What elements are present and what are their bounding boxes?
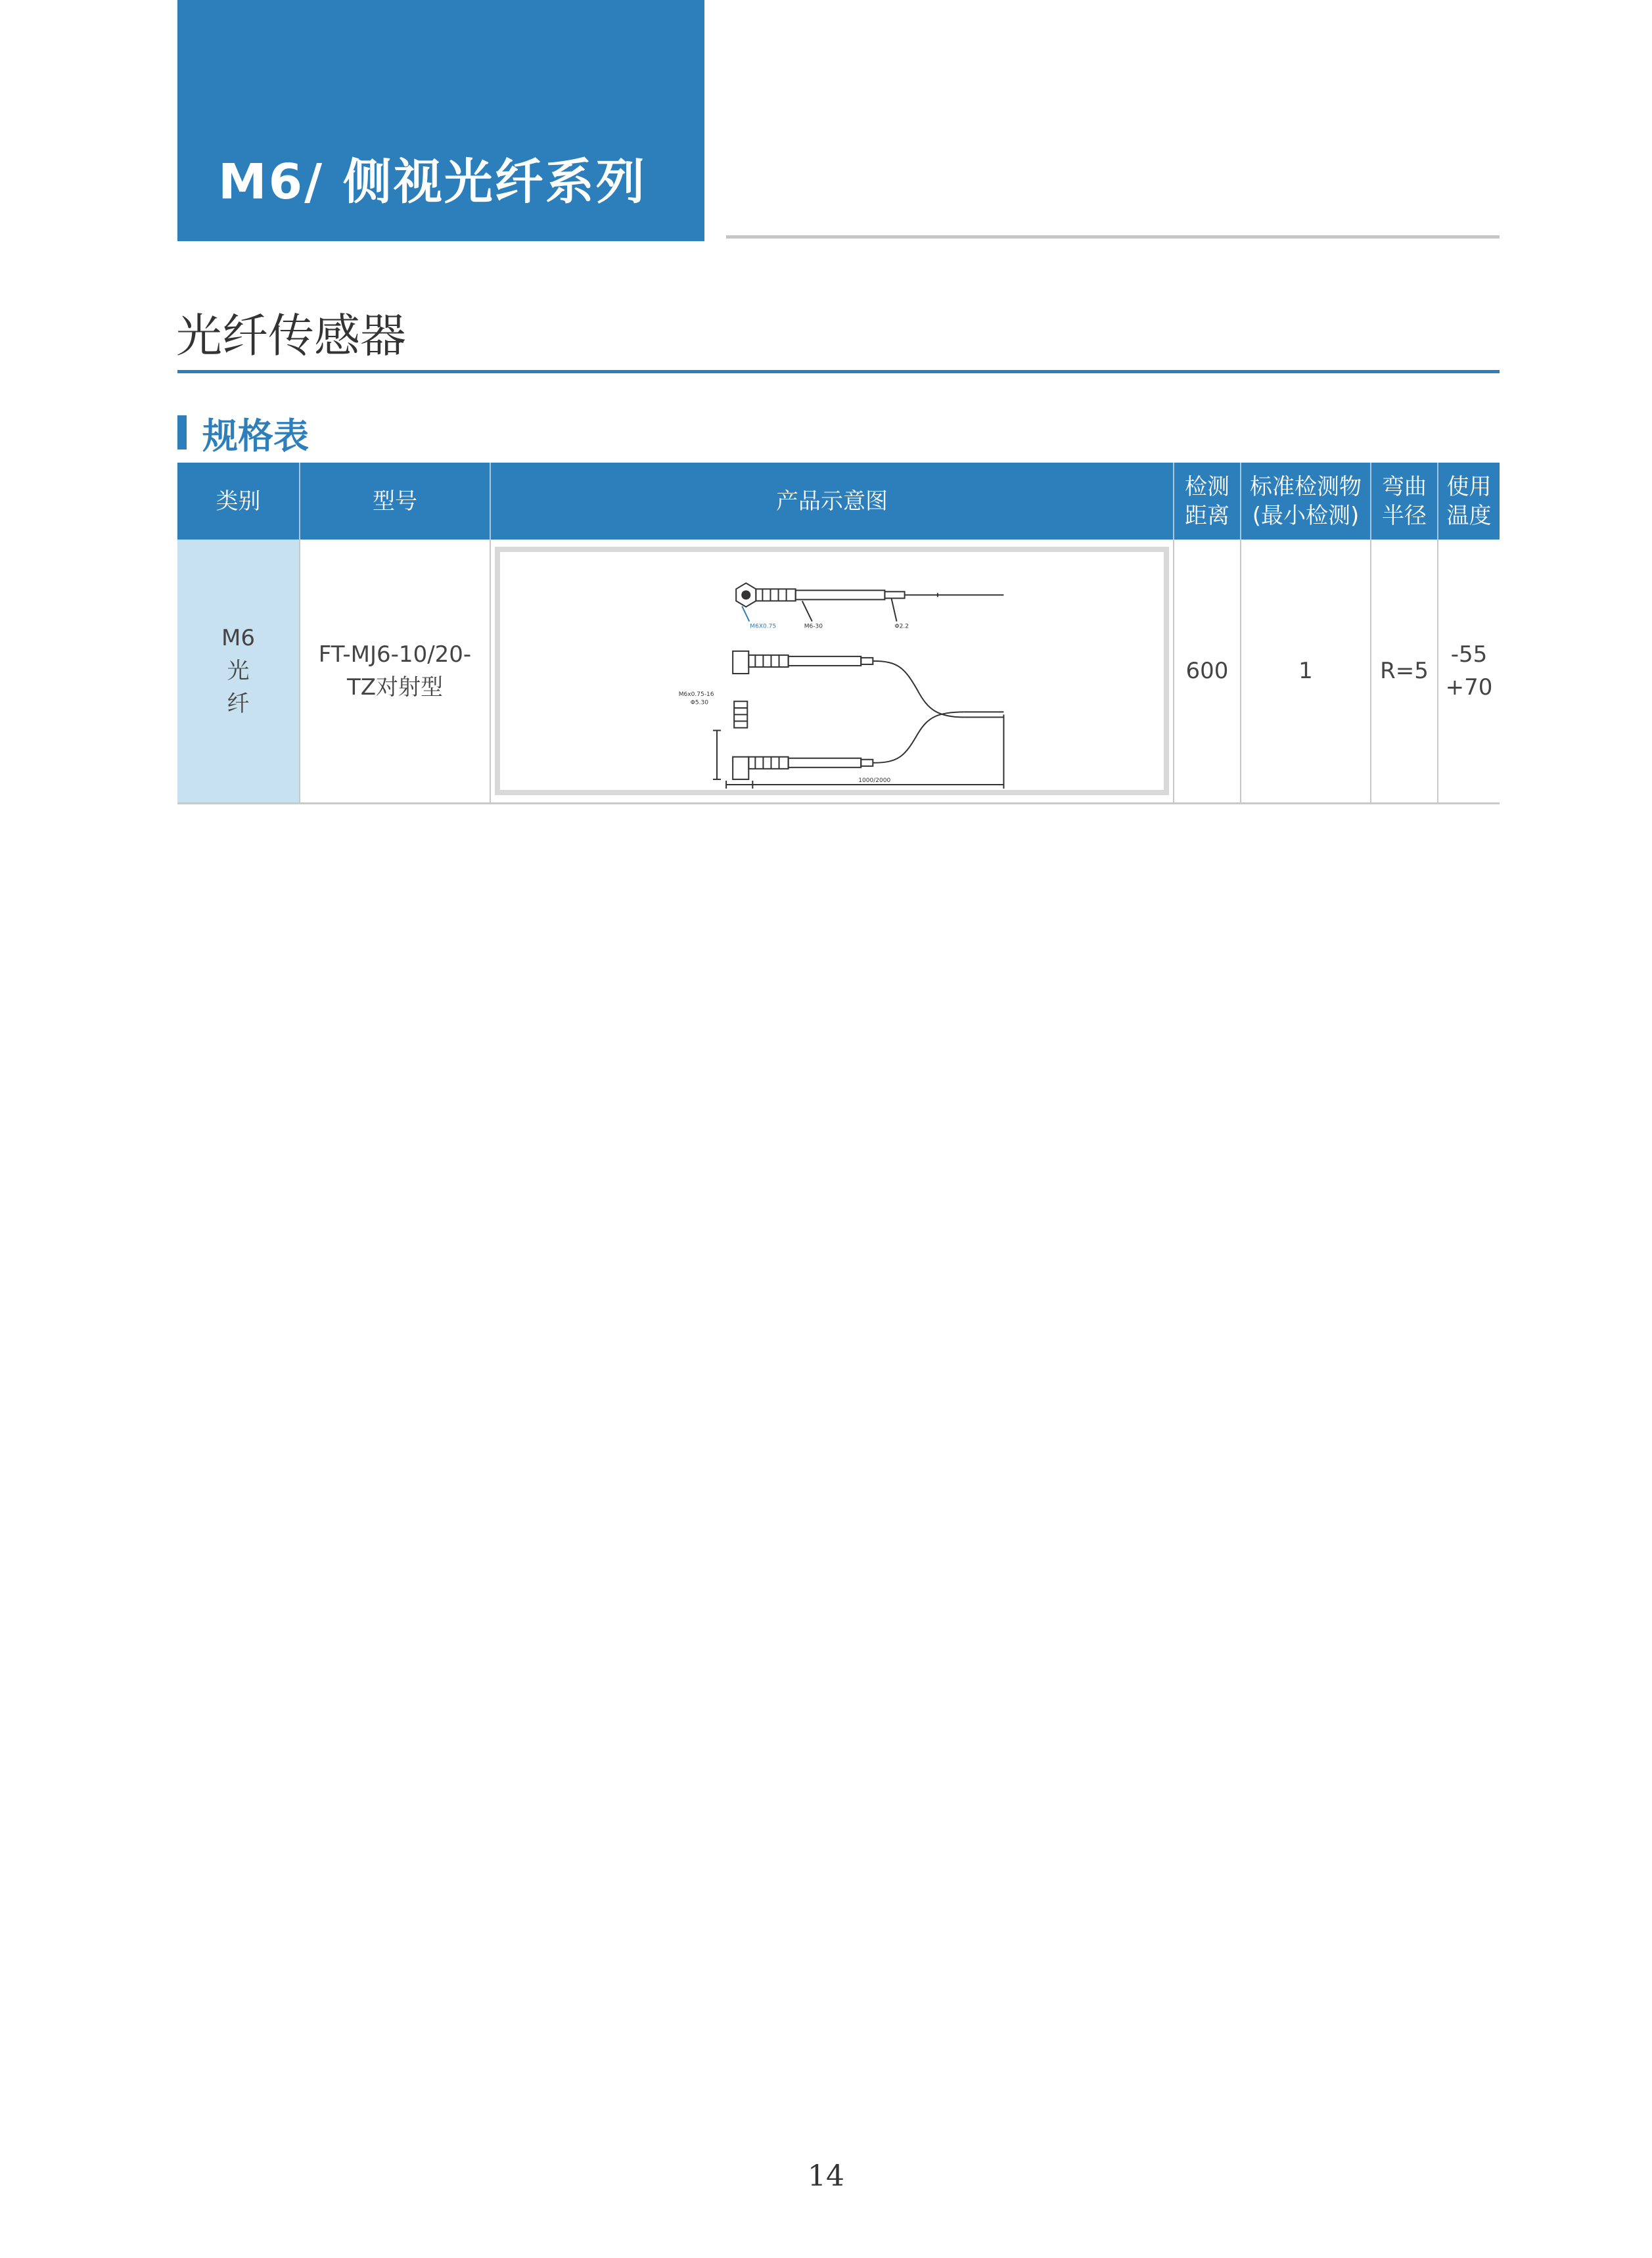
diagram-label-length: 1000/2000	[858, 777, 891, 784]
cell-distance: 600	[1174, 540, 1241, 804]
header-temperature: 使用 温度	[1438, 463, 1500, 540]
cell-model: FT-MJ6-10/20- TZ对射型	[300, 540, 490, 804]
cell-category: M6 光 纤	[177, 540, 300, 804]
banner-divider	[726, 235, 1500, 239]
cell-temperature: -55 +70	[1438, 540, 1500, 804]
section-divider	[177, 370, 1500, 373]
diagram-label-top-thread: M6X0.75	[750, 623, 777, 630]
header-distance: 检测 距离	[1174, 463, 1241, 540]
header-diagram: 产品示意图	[490, 463, 1174, 540]
series-title: M6/ 侧视光纤系列	[218, 154, 647, 210]
spec-table	[177, 463, 1500, 804]
header-model: 型号	[300, 463, 490, 540]
page-number: 14	[808, 2159, 844, 2193]
header-bend-radius: 弯曲 半径	[1371, 463, 1438, 540]
cell-bend-radius: R=5	[1371, 540, 1438, 804]
diagram-label-side-thread: M6x0.75-16	[678, 691, 714, 699]
diagram-label-side-thread2: Φ5.30	[690, 699, 709, 706]
header-standard-object: 标准检测物 (最小检测)	[1241, 463, 1371, 540]
fiber-diagram-svg	[500, 552, 1164, 790]
spec-table-title: 规格表	[202, 415, 309, 457]
series-banner	[177, 0, 704, 241]
section-title: 光纤传感器	[176, 309, 406, 363]
cell-standard-object: 1	[1241, 540, 1371, 804]
header-category: 类别	[177, 463, 300, 540]
table-row	[177, 540, 1500, 804]
diagram-label-fiber: Φ2.2	[894, 623, 909, 630]
subtitle-marker	[177, 415, 187, 449]
table-header-row	[177, 463, 1500, 540]
diagram-label-top-mid: M6-30	[804, 623, 823, 630]
product-diagram	[495, 547, 1169, 795]
cell-diagram	[490, 540, 1174, 804]
